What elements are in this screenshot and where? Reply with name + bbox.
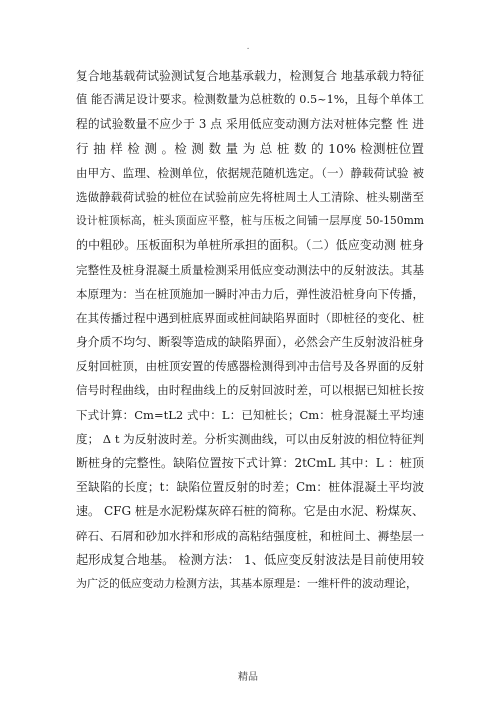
- text-line: 起形成复合地基。 检测方法： 1、低应变反射波法是目前使用较: [76, 552, 424, 567]
- text-line: 为广泛的低应变动力检测方法，其基本原理是：一维杆件的波动理论，: [76, 576, 417, 590]
- text-line: 选做静载荷试验的桩位在试验前应先将桩周土人工清除、桩头剔凿至: [76, 189, 424, 204]
- document-body: [76, 64, 424, 596]
- text-line: 速。 CFG 桩是水泥粉煤灰碎石桩的简称。它是由水泥、粉煤灰、: [76, 504, 424, 519]
- page-footer-mark: 精品: [238, 672, 258, 683]
- text-line: 本原理为：当在桩顶施加一瞬时冲击力后，弹性波沿桩身向下传播，: [76, 286, 424, 301]
- text-line: 度； Δ t 为反射波时差。分析实测曲线，可以由反射波的相位特征判: [76, 431, 424, 446]
- text-line: 至缺陷的长度；t：缺陷位置反射的时差；Cm：桩体混凝土平均波: [76, 480, 424, 495]
- text-line: 的中粗砂。压板面积为单桩所承担的面积。（二）低应变动测 桩身: [76, 238, 424, 253]
- text-line: 程的试验数量不应少于 3 点 采用低应变动测方法对桩体完整 性 进: [76, 117, 424, 132]
- text-line: 复合地基载荷试验测试复合地基承载力，检测复合 地基承载力特征: [76, 69, 424, 83]
- text-line: 碎石、石屑和砂加水拌和形成的高粘结强度桩，和桩间土、褥垫层一: [76, 528, 424, 543]
- text-line: 反射回桩顶，由桩顶安置的传感器检测得到冲击信号及各界面的反射: [76, 359, 424, 374]
- text-line: 设计桩顶标高，桩头顶面应平整，桩与压板之间铺一层厚度 50-150mm: [76, 214, 424, 228]
- text-line: 值 能否满足设计要求。检测数量为总桩数的 0.5~1%，且每个单体工: [76, 93, 424, 107]
- text-line: 行 抽 样 检 测 。检 测 数 量 为 总 桩 数 的 10% 检测桩位置: [76, 140, 424, 156]
- page-header-mark: .: [246, 42, 250, 52]
- text-line: 下式计算：Cm=tL2 式中：L：已知桩长；Cm：桩身混凝土平均速: [76, 407, 424, 422]
- text-line: 断桩身的完整性。缺陷位置按下式计算：2tCmL 其中：L ：桩顶: [76, 456, 424, 470]
- text-line: 身介质不均匀、断裂等造成的缺陷界面），必然会产生反射波沿桩身: [76, 335, 424, 350]
- text-line: 在其传播过程中遇到桩底界面或桩间缺陷界面时（即桩径的变化、桩: [76, 310, 424, 325]
- text-line: 由甲方、监理、检测单位，依据规范随机选定。（一）静载荷试验 被: [76, 165, 424, 180]
- text-line: 完整性及桩身混凝土质量检测采用低应变动测法中的反射波法。其基: [76, 262, 424, 277]
- text-line: 信号时程曲线，由时程曲线上的反射回波时差，可以根据已知桩长按: [76, 383, 424, 398]
